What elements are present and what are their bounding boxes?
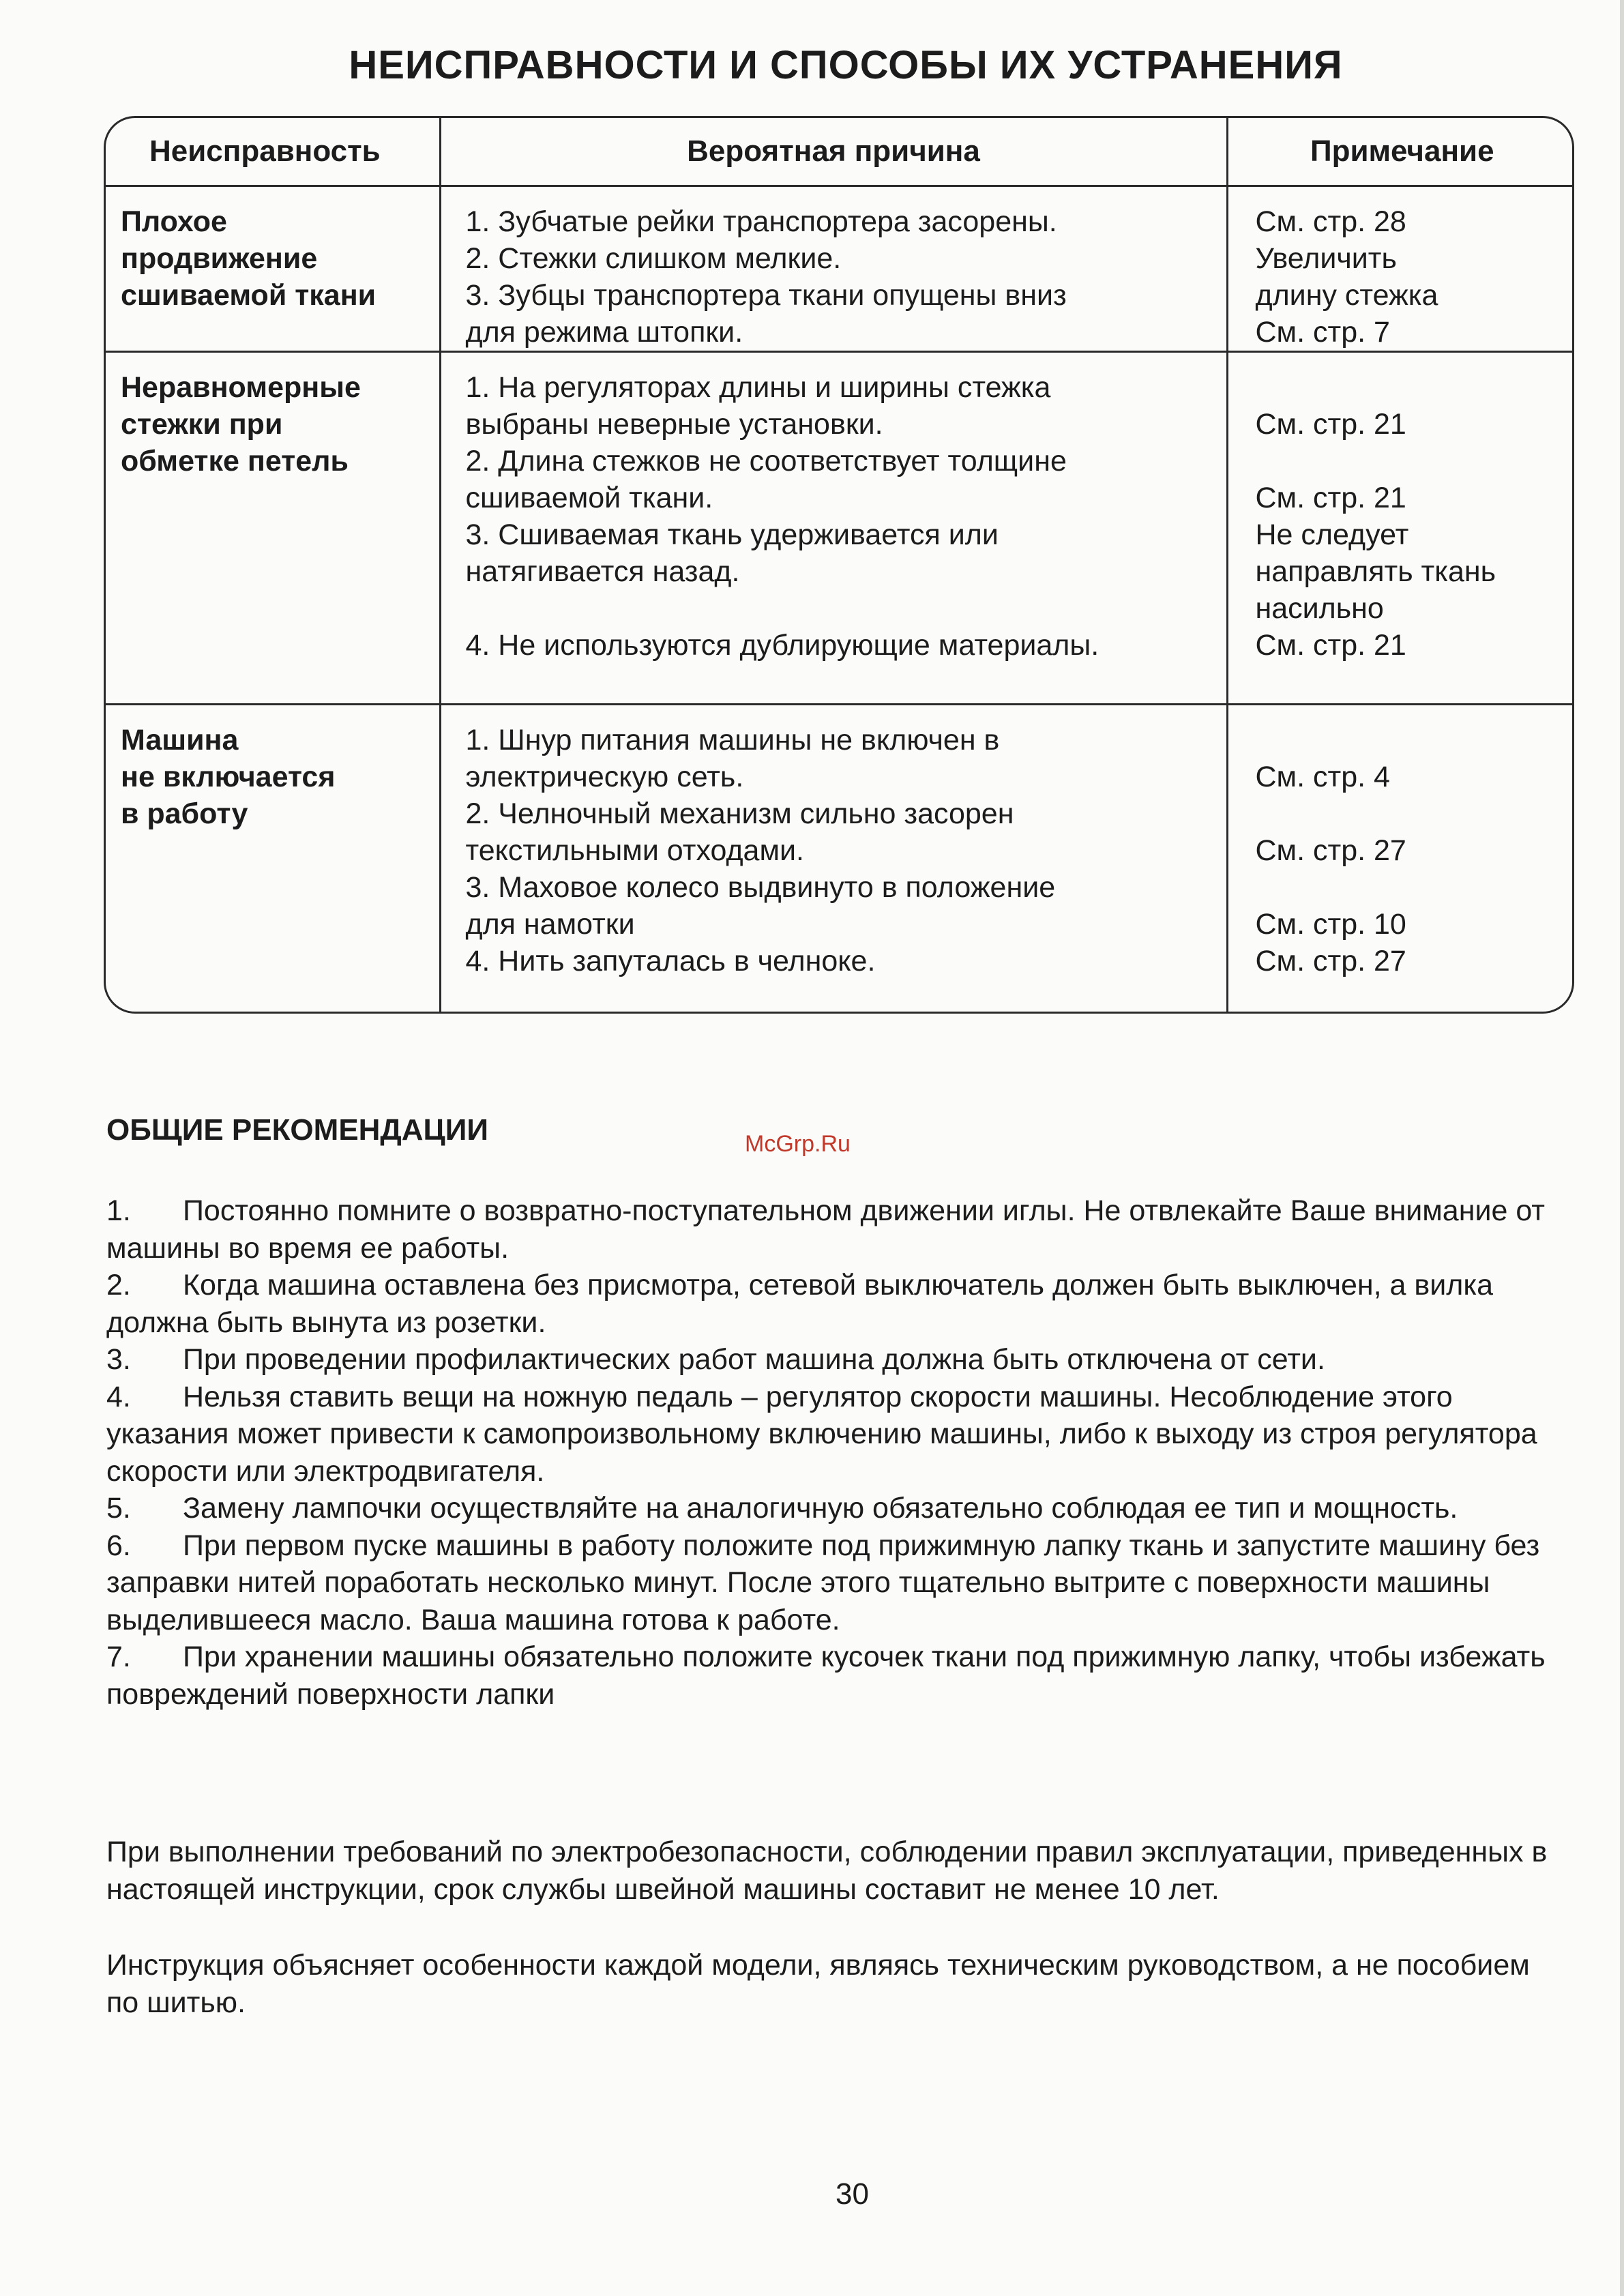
note-line: длину стежка (1255, 279, 1438, 312)
table-header-row (106, 118, 1574, 186)
cause-line: натягивается назад. (465, 555, 740, 588)
list-item (106, 1267, 1559, 1341)
page-edge-shadow (1620, 0, 1624, 2296)
note-line (1256, 369, 1569, 406)
item-number: 5. (106, 1492, 131, 1525)
header-note: Примечание (1227, 118, 1574, 186)
cause-line: 4. Нить запуталась в челноке. (465, 945, 876, 977)
fault-cell (106, 352, 440, 705)
note-cell (1227, 705, 1574, 1014)
list-item (106, 1341, 1559, 1379)
note-line (1256, 722, 1569, 759)
note-line: См. стр. 27 (1255, 945, 1406, 977)
cause-line: 1. Шнур питания машины не включен в (465, 724, 1000, 756)
list-item (106, 1192, 1559, 1267)
fault-line: Машина (121, 724, 239, 756)
fault-line: продвижение (121, 242, 318, 275)
note-cell (1227, 352, 1574, 705)
note-line: См. стр. 21 (1255, 408, 1406, 441)
note-cell (1227, 186, 1574, 352)
cause-line: для режима штопки. (465, 316, 743, 349)
manual-note-paragraph: Инструкция объясняет особенности каждой модели, являясь техническим руководством, а не пособием по шитью. (106, 1949, 1530, 2019)
item-number: 6. (106, 1529, 131, 1562)
page-title: НЕИСПРАВНОСТИ И СПОСОБЫ ИХ УСТРАНЕНИЯ (349, 43, 1343, 87)
item-number: 3. (106, 1343, 131, 1376)
item-text: При хранении машины обязательно положите кусочек ткани под прижимную лапку, чтобы избежать повреждений поверхности лапки (106, 1640, 1546, 1711)
note-line: направлять ткань (1255, 555, 1496, 588)
fault-line: Плохое (121, 205, 227, 238)
fault-cell (106, 705, 440, 1014)
table-row (106, 705, 1574, 1014)
cause-cell (440, 352, 1227, 705)
cause-line: 3. Сшиваемая ткань удерживается или (465, 518, 999, 551)
header-fault: Неисправность (106, 118, 440, 186)
note-line: насильно (1255, 592, 1384, 625)
note-line: См. стр. 10 (1255, 908, 1406, 941)
cause-line: выбраны неверные установки. (465, 408, 883, 441)
cause-line: для намотки (465, 908, 635, 941)
list-item (106, 1527, 1559, 1639)
item-text: Замену лампочки осуществляйте на аналогичную обязательно соблюдая ее тип и мощность. (183, 1492, 1458, 1525)
item-text: При проведении профилактических работ машина должна быть отключена от сети. (183, 1343, 1325, 1376)
item-text: При первом пуске машины в работу положите под прижимную лапку ткань и запустите машину без заправки нитей поработать несколько минут. После этого тщательно вытрите с поверхности машины выделившееся масло. Ваша машина готова к работе. (106, 1529, 1540, 1636)
cause-line: 1. Зубчатые рейки транспортера засорены. (465, 205, 1057, 238)
note-line: См. стр. 28 (1255, 205, 1406, 238)
fault-line: стежки при (121, 408, 283, 441)
watermark-link[interactable]: McGrp.Ru (745, 1131, 851, 1157)
fault-cell (106, 186, 440, 352)
note-line: См. стр. 7 (1255, 316, 1390, 349)
note-line (1256, 795, 1569, 832)
cause-cell (440, 186, 1227, 352)
note-line: Не следует (1255, 518, 1409, 551)
fault-line: в работу (121, 797, 248, 830)
item-number: 1. (106, 1194, 131, 1227)
table-row (106, 352, 1574, 705)
item-text: Когда машина оставлена без присмотра, сетевой выключатель должен быть выключен, а вилка должна быть вынута из розетки. (106, 1269, 1494, 1339)
list-item (106, 1379, 1559, 1490)
header-cause: Вероятная причина (440, 118, 1227, 186)
fault-line: не включается (121, 761, 336, 793)
cause-line: 3. Маховое колесо выдвинуто в положение (465, 871, 1056, 904)
cause-line: 3. Зубцы транспортера ткани опущены вниз (465, 279, 1067, 312)
cause-cell (440, 705, 1227, 1014)
cause-line: сшиваемой ткани. (465, 482, 713, 514)
note-line: См. стр. 27 (1255, 834, 1406, 867)
note-line (1256, 443, 1569, 480)
cause-line: 2. Стежки слишком мелкие. (465, 242, 842, 275)
fault-line: сшиваемой ткани (121, 279, 377, 312)
table-row (106, 186, 1574, 352)
recommendations-heading: ОБЩИЕ РЕКОМЕНДАЦИИ (106, 1113, 488, 1147)
cause-line: текстильными отходами. (465, 834, 804, 867)
cause-line: 1. На регуляторах длины и ширины стежка (465, 371, 1051, 404)
safety-paragraph: При выполнении требований по электробезопасности, соблюдении правил эксплуатации, приведенных в настоящей инструкции, срок службы швейной машины составит не менее 10 лет. (106, 1836, 1548, 1906)
fault-line: Неравномерные (121, 371, 361, 404)
cause-line: 4. Не используются дублирующие материалы. (465, 629, 1099, 662)
item-text: Нельзя ставить вещи на ножную педаль – регулятор скорости машины. Несоблюдение этого указания может привести к самопроизвольному включению машины, либо к выходу из строя регулятора скорости или электродвигателя. (106, 1380, 1537, 1488)
list-item (106, 1490, 1559, 1527)
page-number: 30 (836, 2177, 869, 2211)
item-number: 4. (106, 1380, 131, 1413)
cause-line: 2. Длина стежков не соответствует толщине (465, 445, 1067, 477)
fault-line: обметке петель (121, 445, 349, 477)
note-line: См. стр. 21 (1255, 482, 1406, 514)
note-line: См. стр. 4 (1255, 761, 1390, 793)
item-number: 7. (106, 1640, 131, 1673)
recommendations-list (106, 1192, 1559, 1713)
note-line: Увеличить (1255, 242, 1397, 275)
cause-line (466, 590, 1213, 627)
item-number: 2. (106, 1269, 131, 1301)
note-line (1256, 869, 1569, 906)
list-item (106, 1638, 1559, 1713)
item-text: Постоянно помните о возвратно-поступательном движении иглы. Не отвлекайте Ваше внимание от машины во время ее работы. (106, 1194, 1546, 1265)
troubleshooting-table (104, 116, 1574, 1014)
cause-line: электрическую сеть. (465, 761, 744, 793)
note-line: См. стр. 21 (1255, 629, 1406, 662)
cause-line: 2. Челночный механизм сильно засорен (465, 797, 1014, 830)
